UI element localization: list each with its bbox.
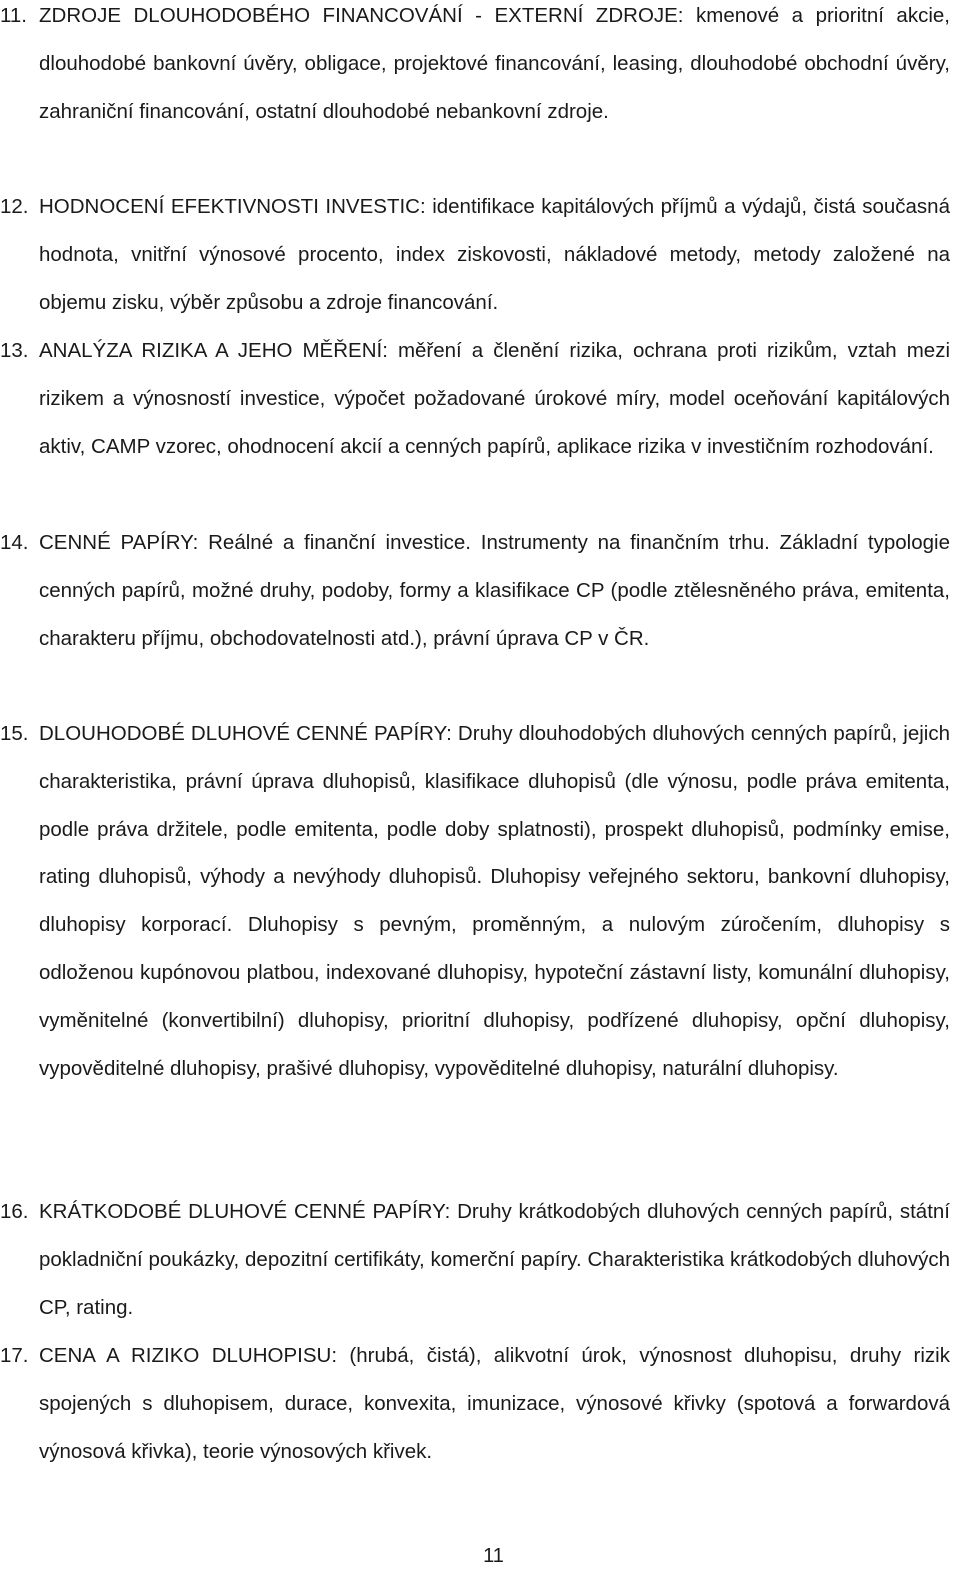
- item-number: 11.: [0, 4, 27, 27]
- page-number: 11: [483, 1545, 504, 1567]
- item-text: HODNOCENÍ EFEKTIVNOSTI INVESTIC: identifikace kapitálových příjmů a výdajů, čistá současná hodnota, vnitřní výnosové procento, index ziskovosti, nákladové metody, metody založené na objemu zisku, výběr způsobu a zdroje financování.: [39, 195, 950, 314]
- item-text: KRÁTKODOBÉ DLUHOVÉ CENNÉ PAPÍRY: Druhy krátkodobých dluhových cenných papírů, státní pokladniční poukázky, depozitní certifikáty, komerční papíry. Charakteristika krátkodobých dluhových CP, rating.: [39, 1200, 950, 1319]
- item-number: 13.: [0, 339, 29, 362]
- item-number: 15.: [0, 722, 29, 745]
- item-text: CENNÉ PAPÍRY: Reálné a finanční investice. Instrumenty na finančním trhu. Základní typologie cenných papírů, možné druhy, podoby, formy a klasifikace CP (podle ztělesněného práva, emitenta, charakteru příjmu, obchodovatelnosti atd.), právní úprava CP v ČR.: [39, 531, 950, 650]
- item-text: CENA A RIZIKO DLUHOPISU: (hrubá, čistá), alikvotní úrok, výnosnost dluhopisu, druhy rizik spojených s dluhopisem, durace, konvexita, imunizace, výnosové křivky (spotová a forwardová výnosová křivka), teorie výnosových křivek.: [39, 1344, 950, 1463]
- item-number: 12.: [0, 195, 29, 218]
- item-number: 14.: [0, 531, 29, 554]
- item-text: ZDROJE DLOUHODOBÉHO FINANCOVÁNÍ - EXTERNÍ ZDROJE: kmenové a prioritní akcie, dlouhodobé bankovní úvěry, obligace, projektové financování, leasing, dlouhodobé obchodní úvěry, zahraniční financování, ostatní dlouhodobé nebankovní zdroje.: [39, 4, 950, 123]
- item-number: 17.: [0, 1344, 29, 1367]
- item-number: 16.: [0, 1200, 29, 1223]
- item-text: DLOUHODOBÉ DLUHOVÉ CENNÉ PAPÍRY: Druhy dlouhodobých dluhových cenných papírů, jejich charakteristika, právní úprava dluhopisů, klasifikace dluhopisů (dle výnosu, podle práva emitenta, podle práva držitele, podle emitenta, podle doby splatnosti), prospekt dluhopisů, podmínky emise, rating dluhopisů, výhody a nevýhody dluhopisů. Dluhopisy veřejného sektoru, bankovní dluhopisy, dluhopisy korporací. Dluhopisy s pevným, proměnným, a nulovým zúročením, dluhopisy s odloženou kupónovou platbou, indexované dluhopisy, hypoteční zástavní listy, komunální dluhopisy, vyměnitelné (konvertibilní) dluhopisy, prioritní dluhopisy, podřízené dluhopisy, opční dluhopisy, vypověditelné dluhopisy, prašivé dluhopisy, vypověditelné dluhopisy, naturální dluhopisy.: [39, 722, 950, 1080]
- item-text: ANALÝZA RIZIKA A JEHO MĚŘENÍ: měření a členění rizika, ochrana proti rizikům, vztah mezi rizikem a výnosností investice, výpočet požadované úrokové míry, model oceňování kapitálových aktiv, CAMP vzorec, ohodnocení akcií a cenných papírů, aplikace rizika v investičním rozhodování.: [39, 339, 950, 458]
